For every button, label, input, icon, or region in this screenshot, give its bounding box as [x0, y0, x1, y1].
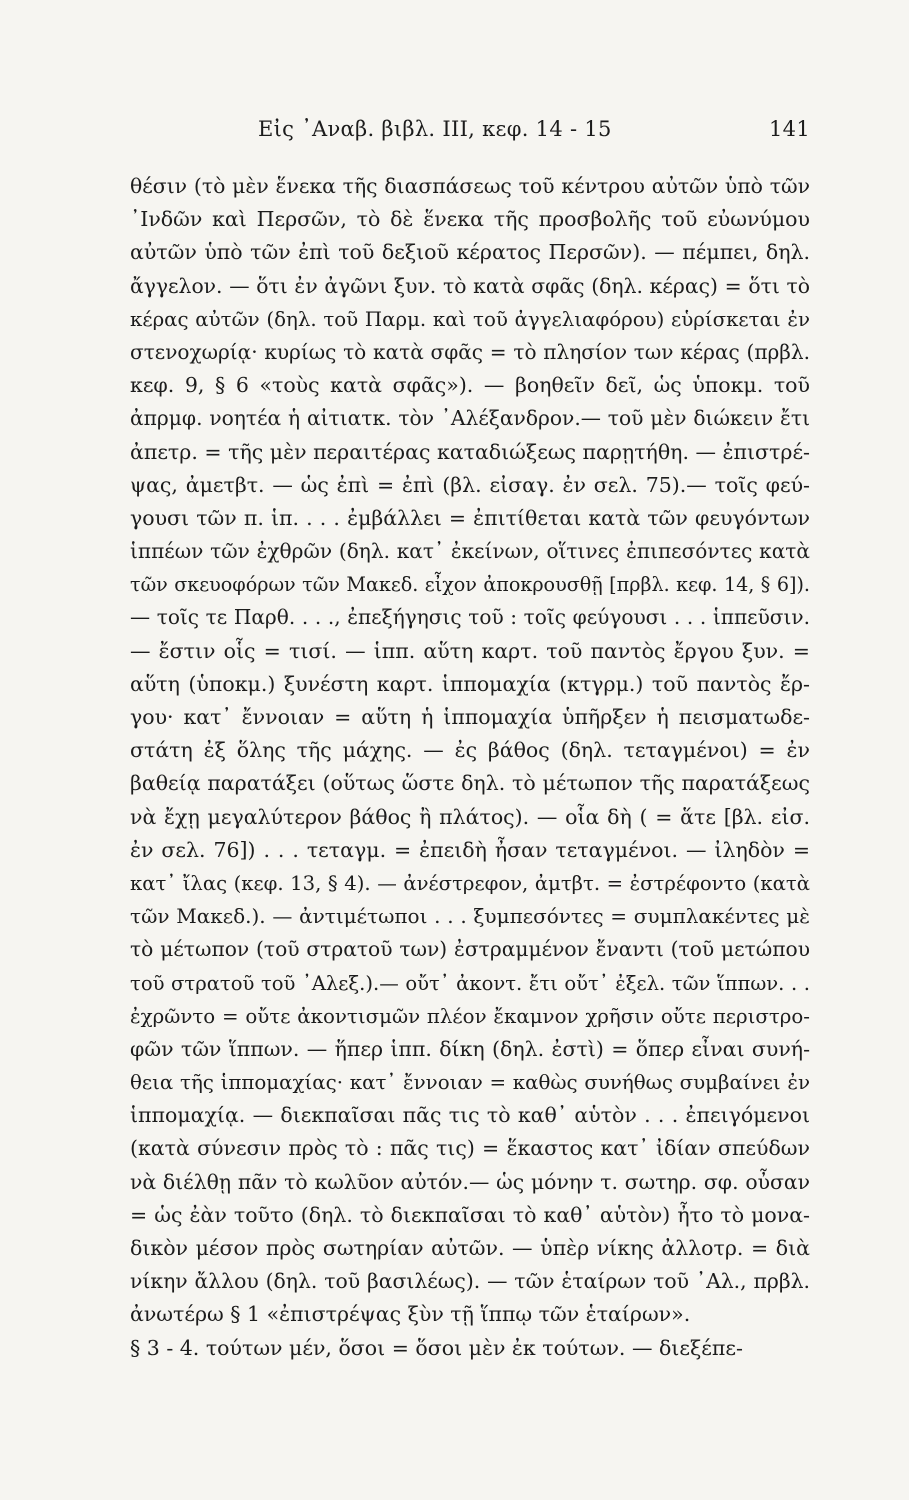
text-line: φῶν τῶν ἵππων. — ἥπερ ἱππ. δίκη (δηλ. ἐστὶ) = ὅπερ εἶναι συνή-: [130, 1036, 810, 1061]
text-line: (κατὰ σύνεσιν πρὸς τὸ : πᾶς τις) = ἕκαστος κατ᾿ ἰδίαν σπεύδων: [130, 1136, 810, 1161]
text-line: ἱππομαχίᾳ. — διεκπαῖσαι πᾶς τις τὸ καθ᾿ αὑτὸν . . . ἐπειγόμενοι: [130, 1103, 810, 1128]
text-line: δικὸν μέσον πρὸς σωτηρίαν αὐτῶν. — ὑπὲρ νίκης ἀλλοτρ. = διὰ: [130, 1236, 810, 1260]
text-line: κέρας αὐτῶν (δηλ. τοῦ Παρμ. καὶ τοῦ ἀγγελιαφόρου) εὑρίσκεται ἐν: [130, 307, 810, 331]
text-line: ἀνωτέρω § 1 «ἐπιστρέψας ξὺν τῇ ἵππῳ τῶν ἑταίρων».: [130, 1302, 691, 1327]
text-line: θεια τῆς ἱππομαχίας· κατ᾿ ἔννοιαν = καθὼς συνήθως συμβαίνει ἐν: [130, 1071, 810, 1095]
text-line: τῶν σκευοφόρων τῶν Μακεδ. εἶχον ἀποκρουσθῇ [πρβλ. κεφ. 14, § 6]).: [130, 573, 810, 597]
text-line: στάτη ἐξ ὅλης τῆς μάχης. — ἐς βάθος (δηλ. τεταγμένοι) = ἐν: [130, 738, 810, 763]
text-line: κατ᾿ ἴλας (κεφ. 13, § 4). — ἀνέστρεφον, ἀμτβτ. = ἐστρέφοντο (κατὰ: [130, 871, 810, 895]
text-line: γουσι τῶν π. ἱπ. . . . ἐμβάλλει = ἐπιτίθεται κατὰ τῶν φευγόντων: [130, 505, 810, 530]
commentary-text: [130, 170, 810, 1365]
text-line: βαθείᾳ παρατάξει (οὕτως ὥστε δηλ. τὸ μέτωπον τῆς παρατάξεως: [130, 771, 810, 796]
text-line: νὰ διέλθῃ πᾶν τὸ κωλῦον αὐτόν.— ὡς μόνην τ. σωτηρ. σφ. οὖσαν: [130, 1169, 810, 1194]
text-line: τοῦ στρατοῦ τοῦ ᾿Αλεξ.).— οὔτ᾿ ἀκοντ. ἔτι οὔτ᾿ ἐξελ. τῶν ἵππων. . .: [130, 971, 810, 995]
text-line: ἐχρῶντο = οὔτε ἀκοντισμῶν πλέον ἔκαμνον χρῆσιν οὔτε περιστρο-: [130, 1004, 810, 1028]
text-line: § 3 - 4. τούτων μέν, ὅσοι = ὅσοι μὲν ἐκ τούτων. — διεξέπε-: [130, 1335, 743, 1360]
text-line: τῶν Μακεδ.). — ἀντιμέτωποι . . . ξυμπεσόντες = συμπλακέντες μὲ: [130, 904, 810, 929]
text-line: ἄγγελον. — ὅτι ἐν ἀγῶνι ξυν. τὸ κατὰ σφᾶς (δηλ. κέρας) = ὅτι τὸ: [130, 273, 810, 298]
text-line: ἀπρμφ. νοητέα ἡ αἰτιατκ. τὸν ᾿Αλέξανδρον.— τοῦ μὲν διώκειν ἔτι: [130, 406, 810, 431]
text-line: ἱππέων τῶν ἐχθρῶν (δηλ. κατ᾿ ἐκείνων, οἵτινες ἐπιπεσόντες κατὰ: [130, 539, 810, 564]
text-line: — τοῖς τε Παρθ. . . ., ἐπεξήγησις τοῦ : τοῖς φεύγουσι . . . ἱππεῦσιν.: [130, 605, 810, 630]
text-line: ἀπετρ. = τῆς μὲν περαιτέρας καταδιώξεως παρῃτήθη. — ἐπιστρέ-: [130, 439, 810, 464]
page-number: 141: [769, 117, 810, 141]
text-line: ᾿Ινδῶν καὶ Περσῶν, τὸ δὲ ἕνεκα τῆς προσβολῆς τοῦ εὐωνύμου: [130, 207, 810, 232]
text-line: στενοχωρίᾳ· κυρίως τὸ κατὰ σφᾶς = τὸ πλησίον των κέρας (πρβλ.: [130, 339, 810, 364]
text-line: ψας, ἀμετβτ. — ὡς ἐπὶ = ἐπὶ (βλ. εἰσαγ. ἐν σελ. 75).— τοῖς φεύ-: [130, 472, 810, 497]
text-line: θέσιν (τὸ μὲν ἕνεκα τῆς διασπάσεως τοῦ κέντρου αὐτῶν ὑπὸ τῶν: [130, 174, 810, 198]
page-header: [130, 117, 810, 157]
text-line: κεφ. 9, § 6 «τοὺς κατὰ σφᾶς»). — βοηθεῖν δεῖ, ὡς ὑποκμ. τοῦ: [130, 373, 810, 398]
text-line: γου· κατ᾿ ἔννοιαν = αὕτη ἡ ἱππομαχία ὑπῆρξεν ἡ πεισματωδε-: [130, 705, 810, 729]
text-line: νίκην ἄλλου (δηλ. τοῦ βασιλέως). — τῶν ἑταίρων τοῦ ᾿Αλ., πρβλ.: [130, 1269, 810, 1294]
text-line: αὐτῶν ὑπὸ τῶν ἐπὶ τοῦ δεξιοῦ κέρατος Περσῶν). — πέμπει, δηλ.: [130, 240, 810, 265]
text-line: ἐν σελ. 76]) . . . τεταγμ. = ἐπειδὴ ἦσαν τεταγμένοι. — ἰληδὸν =: [130, 837, 810, 862]
text-line: αὕτη (ὑποκμ.) ξυνέστη καρτ. ἱππομαχία (κτγρμ.) τοῦ παντὸς ἔρ-: [130, 671, 810, 696]
text-line: τὸ μέτωπον (τοῦ στρατοῦ των) ἐστραμμένον ἔναντι (τοῦ μετώπου: [130, 937, 810, 962]
text-line: — ἔστιν οἷς = τισί. — ἱππ. αὕτη καρτ. τοῦ παντὸς ἔργου ξυν. =: [130, 638, 810, 663]
book-page: [130, 117, 810, 1365]
text-line: νὰ ἔχῃ μεγαλύτερον βάθος ἢ πλάτος). — οἷα δὴ ( = ἅτε [βλ. εἰσ.: [130, 804, 810, 829]
text-line: = ὡς ἐὰν τοῦτο (δηλ. τὸ διεκπαῖσαι τὸ καθ᾿ αὑτὸν) ἦτο τὸ μονα-: [130, 1202, 810, 1227]
running-title: Εἰς ᾿Αναβ. βιβλ. III, κεφ. 14 - 15: [258, 117, 612, 141]
